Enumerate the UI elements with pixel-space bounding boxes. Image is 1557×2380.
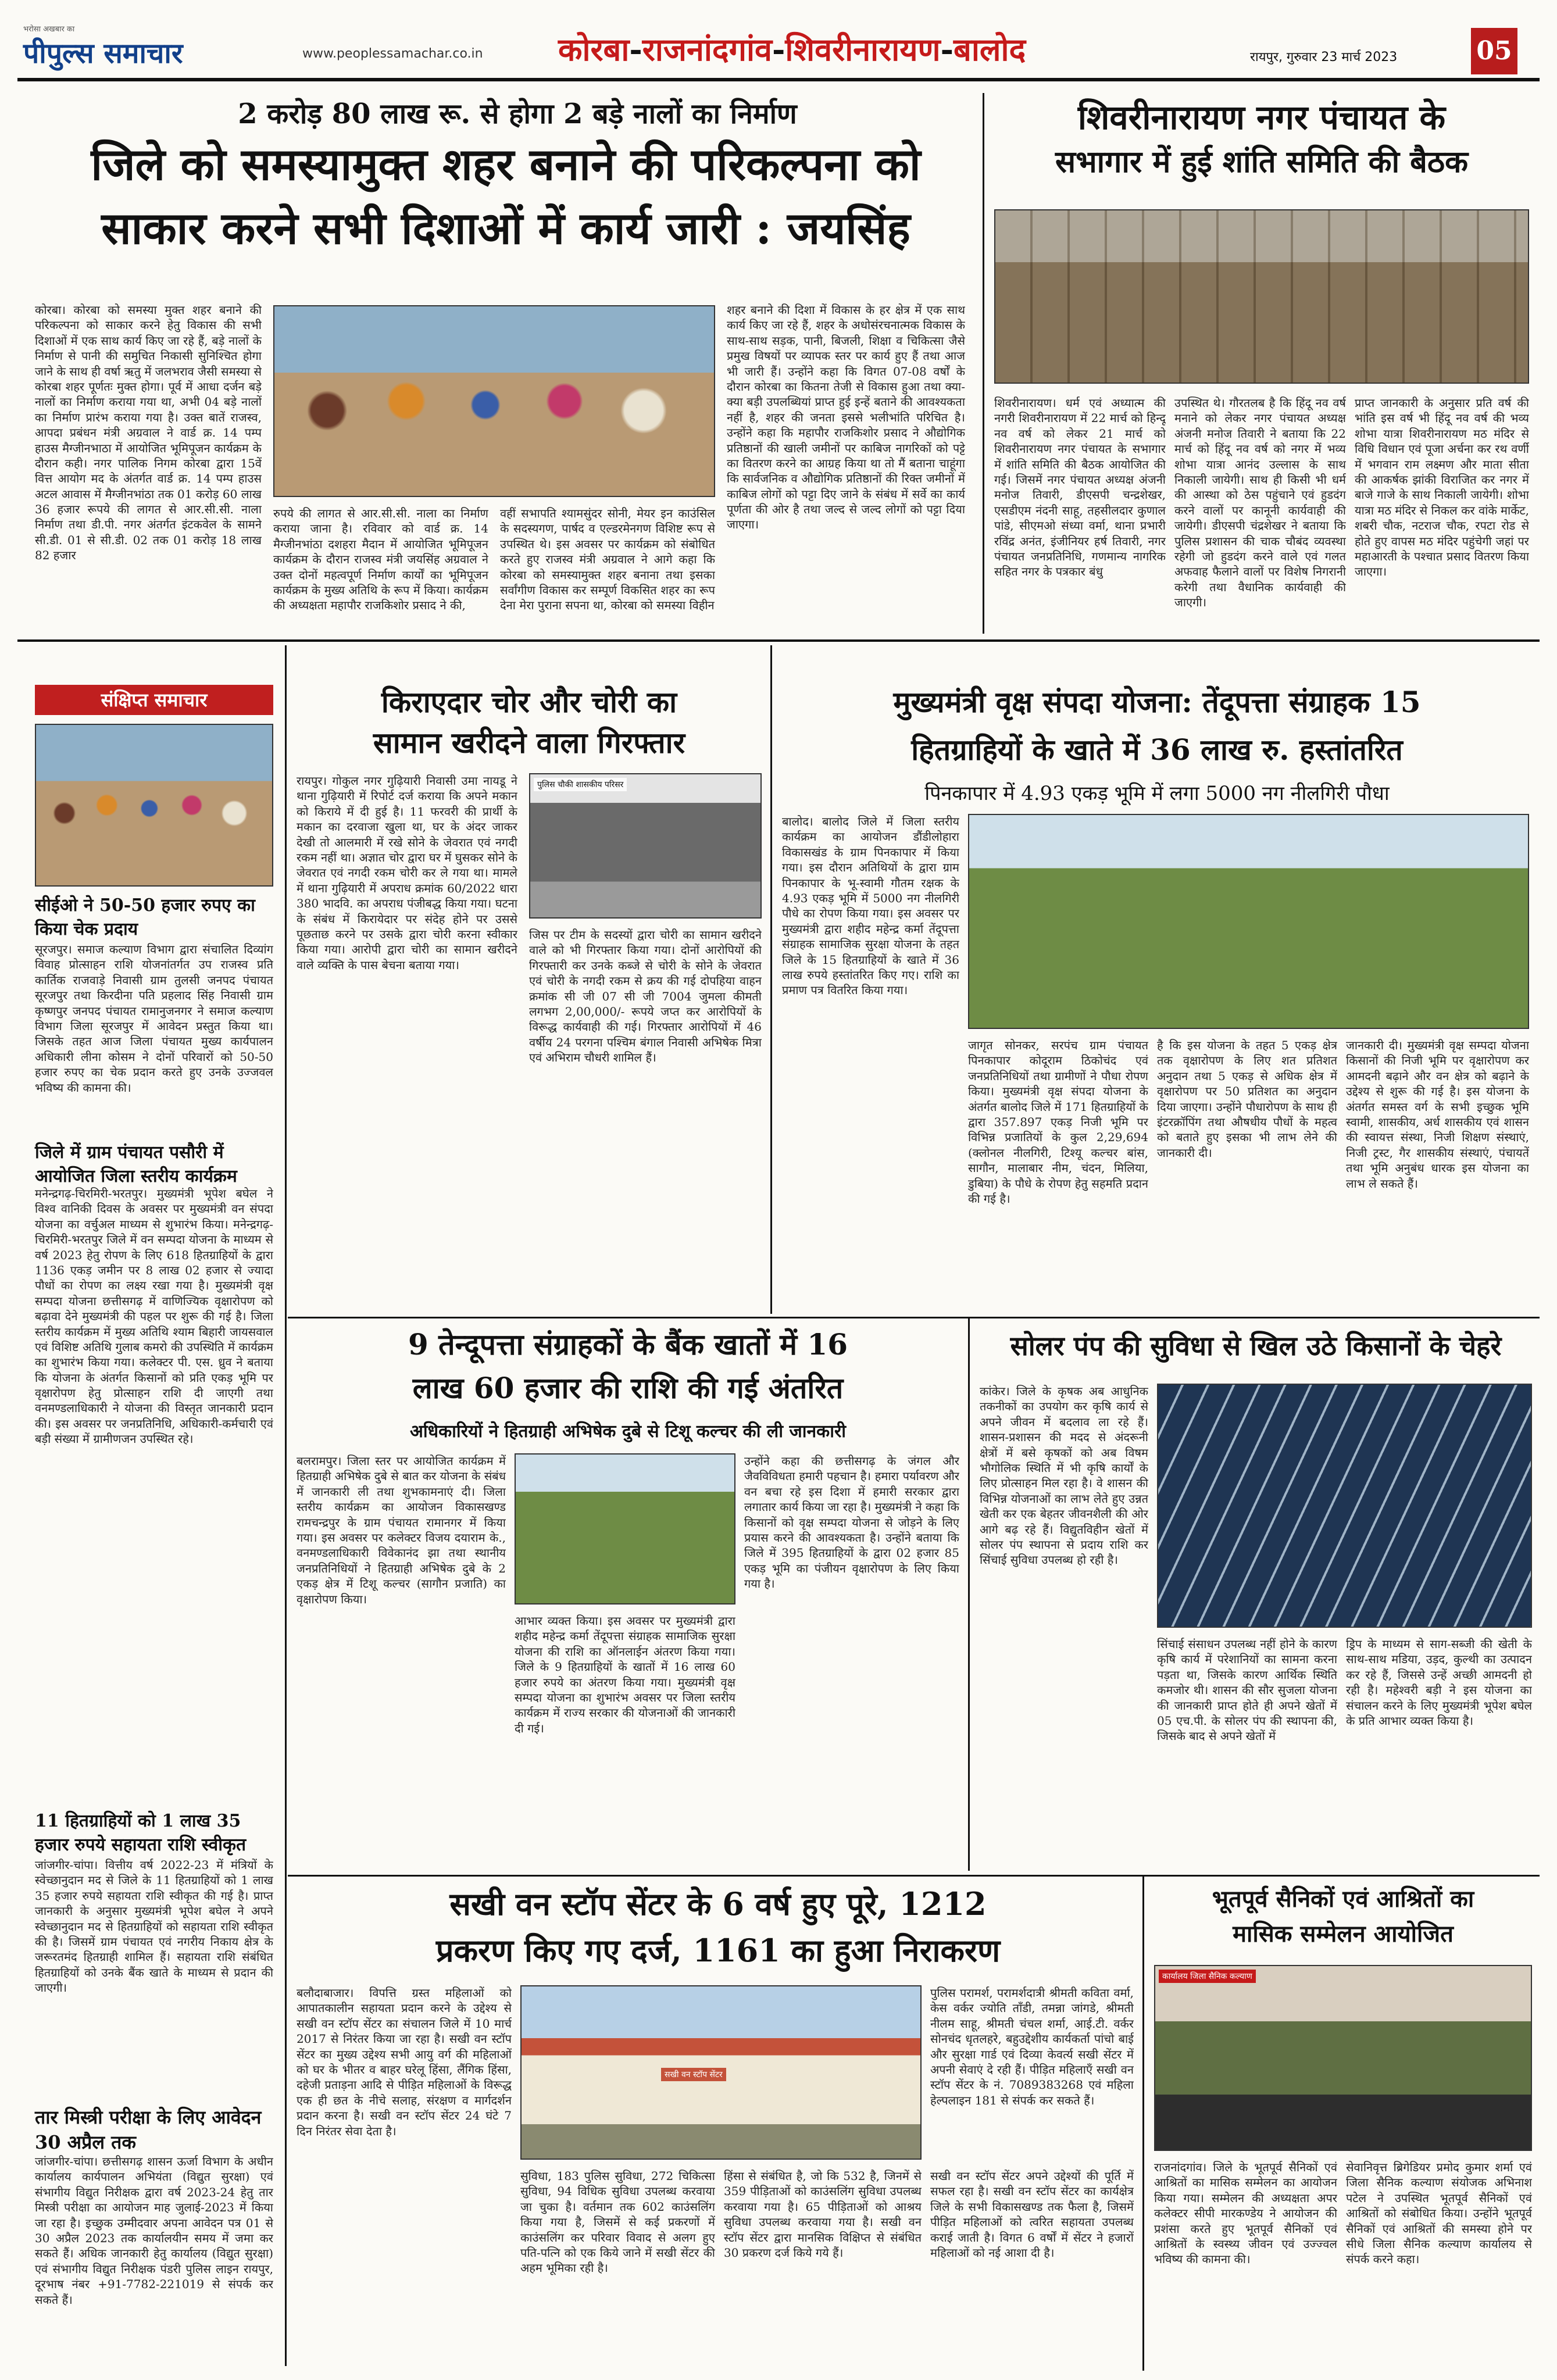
- edition-cities: कोरबा-राजनांदगांव-शिवरीनारायण-बालोद: [558, 31, 1026, 68]
- story4-col4: जानकारी दी। मुख्यमंत्री वृक्ष सम्पदा योजना किसानों की निजी भूमि पर वृक्षारोपण कर आमदनी बढ़ाने और वन क्षेत्र को बढ़ाने के उद्देश्य से शुरू की गई है। इस योजना के अंतर्गत समस्त वर्ग के सभी इच्छुक भूमि स्वामी, शासकीय, अर्ध शासकीय एवं शासन की स्वायत्त संस्था, निजी शिक्षण संस्थाएं, निजी ट्रस्ट, गैर शासकीय संस्थाएं, पंचायतें तथा भूमि अनुबंध धारक इस योजना का लाभ ले सकते हैं।: [1346, 1038, 1529, 1191]
- story4-photo: [968, 814, 1529, 1029]
- story2-col2: उपस्थित थे। गौरतलब है कि हिंदू नव वर्ष मनाने को लेकर नगर पंचायत अध्यक्ष अंजनी मनोज तिवारी ने बताया कि 22 मार्च को हिंदू नव वर्ष को नगर में भव्य शोभा यात्रा आनंद उल्लास के साथ निकाली जायेगी। साथ ही किसी भी धर्म की आस्था को ठेस पहुंचाने एवं हुडदंग करने वालों पर कानूनी कार्यवाही की जायेगी। डीएसपी चंद्रशेखर ने बताया कि पुलिस प्रशासन की चाक चौबंद व्यवस्था रहेगी जो हुडदंग करने वाले एवं गलत अफवाह फैलाने वालों पर विशेष निगरानी करेगी तथा वैधानिक कार्यवाही की जाएगी।: [1174, 396, 1346, 610]
- story5-subhead: अधिकारियों ने हितग्राही अभिषेक दुबे से टिशू कल्चर की ली जानकारी: [409, 1421, 847, 1442]
- story8-photo: [1154, 1965, 1532, 2151]
- story7-col2: सुविधा, 183 पुलिस सुविधा, 272 चिकित्सा सुविधा, 94 विधिक सुविधा उपलब्ध करवाया जा चुका है। वर्तमान तक 602 काउंसलिंग किया गया है, जिसमें से कई प्रकरणों में काउंसलिंग कर परिवार विवाद से अलग हुए पति-पत्नि को एक किये जाने में सखी सेंटर की अहम भूमिका रही है।: [520, 2169, 715, 2275]
- story3-photo-caption: पुलिस चौकी शासकीय परिसर: [534, 778, 627, 791]
- column-divider: [770, 645, 772, 1314]
- story1-photo: [273, 305, 715, 497]
- story4-col1: बालोद। बालोद जिले में जिला स्तरीय कार्यक्रम का आयोजन डौंडीलोहारा विकासखंड के ग्राम पिनकापार में किया गया। इस दौरान अतिथियों के द्वारा ग्राम पिनकापार के भू-स्वामी गौतम रक्षक के 4.93 एकड़ भूमि में 5000 नग नीलगिरी पौधे का रोपण किया गया। इस अवसर पर मुख्यमंत्री द्वारा शहीद महेन्द्र कर्मा तेंदूपत्ता संग्राहक सामाजिक सुरक्षा योजना के तहत जिले के 15 हितग्राहियों के खाते में 36 लाख रुपये हस्तांतरित किए गए। राशि का प्रमाण पत्र वितरित किया गया।: [782, 814, 959, 998]
- story7-photo-caption: सखी वन स्टॉप सेंटर: [661, 2068, 726, 2081]
- story1-col2: रुपये की लागत से आर.सी.सी. नाला का निर्माण कराया जाना है। रविवार को वार्ड क्र. 14 मैग्जीनभांठा दशहरा मैदान में आयोजित भूमिपूजन कार्यक्रम के दौरान राजस्व मंत्री जयसिंह अग्रवाल ने उक्त दोनों महत्वपूर्ण निर्माण कार्यों का भूमिपूजन कार्यक्रम के मुख्य अतिथि के रूप में किया। कार्यक्रम की अध्यक्षता महापौर राजकिशोर प्रसाद ने की,: [273, 506, 488, 613]
- story2-col3: प्राप्त जानकारी के अनुसार प्रति वर्ष की भांति इस वर्ष भी हिंदू नव वर्ष की भव्य शोभा यात्रा शिवरीनारायण मठ मंदिर से विधि विधान एवं पूजा अर्चना कर रथ वर्णी में भगवान राम लक्ष्मण और माता सीता की आकर्षक झांकी विराजित कर नगर में बाजे गाजे के साथ निकाली जायेगी। शोभा यात्रा मठ मंदिर से निकल कर वांके मार्केट, शबरी चौक, नटराज चौक, रपटा रोड से होते हुए वापस मठ मंदिर पहुंचेगी जहां पर महाआरती के पश्चात प्रसाद वितरण किया जाएगा।: [1355, 396, 1529, 579]
- city-shivrinarayan: शिवरीनारायण: [785, 31, 941, 68]
- story1-kicker: 2 करोड़ 80 लाख रू. से होगा 2 बड़े नालों का निर्माण: [238, 98, 797, 130]
- story1-headline-line1: जिले को समस्यामुक्त शहर बनाने की परिकल्पना को: [91, 138, 921, 190]
- brief-item2-body: मनेन्द्रगढ़-चिरमिरी-भरतपुर। मुख्यमंत्री भूपेश बघेल ने विश्व वानिकी दिवस के अवसर पर मुख्यमंत्री वन संपदा योजना का वर्चुअल माध्यम से शुभारंभ किया। मनेन्द्रगढ़-चिरमिरी-भरतपुर जिले में वन सम्पदा योजना के माध्यम से वर्ष 2023 हेतु रोपण के लिए 618 हितग्राहियों के द्वारा 1136 एकड़ जमीन पर 8 लाख 02 हजार से ज्यादा पौधों का रोपण का लक्ष्य रखा गया है। मुख्यमंत्री वृक्ष सम्पदा योजना छत्तीसगढ़ में वाणिज्यिक वृक्षारोपण को बढ़ावा देने मुख्यमंत्री की पहल पर शुरू की गई है। जिला स्तरीय कार्यक्रम में मुख्य अतिथि श्याम बिहारी जायसवाल एवं विशिष्ट अतिथि गुलाब कमरो की उपस्थिति में कार्यक्रम का शुभारंभ किया गया। कलेक्टर पी. एस. ध्रुव ने बताया कि योजना के अंतर्गत किसानों को प्रति एकड़ भूमि पर वृक्षारोपण हेतु प्रोत्साहन राशि दी जाएगी तथा वनमण्डलाधिकारी ने योजना की विस्तृत जानकारी प्रदान की। इस अवसर पर जनप्रतिनिधि, अधिकारी-कर्मचारी एवं बड़ी संख्या में ग्रामीणजन उपस्थित रहे।: [35, 1187, 273, 1446]
- story5-headline-line1: 9 तेन्दूपत्ता संग्राहकों के बैंक खातों में 16: [408, 1327, 848, 1361]
- story3-headline-line2: सामान खरीदने वाला गिरफ्तार: [373, 726, 685, 760]
- website-url: www.peoplessamachar.co.in: [302, 47, 483, 61]
- story2-headline-line1: शिवरीनारायण नगर पंचायत के: [1077, 98, 1446, 137]
- newspaper-logo: [23, 23, 183, 72]
- story1-headline-line2: साकार करने सभी दिशाओं में कार्य जारी : जयसिंह: [101, 202, 910, 254]
- story7-photo: [520, 1985, 922, 2160]
- logo-tagline: भरोसा अखबार का: [23, 25, 75, 34]
- story8-photo-caption: कार्यालय जिला सैनिक कल्याण: [1159, 1970, 1256, 1983]
- story7-col3: हिंसा से संबंधित है, जो कि 532 है, जिनमें से 359 पीड़िताओं को काउंसलिंग सुविधा उपलब्ध करवाया गया है। 65 पीड़िताओं को आश्रय सुविधा उपलब्ध करवाया गया है। सखी वन स्टॉप सेंटर द्वारा मानसिक विक्षिप्त से संबंधित 30 प्रकरण दर्ज किये गये हैं।: [724, 2169, 922, 2260]
- story6-headline: सोलर पंप की सुविधा से खिल उठे किसानों के चेहरे: [1010, 1330, 1502, 1361]
- story1-col1: कोरबा। कोरबा को समस्या मुक्त शहर बनाने की परिकल्पना को साकार करने हेतु विकास की सभी दिशाओं में एक साथ कार्य किए जा रहे हैं, बड़े नालों के निर्माण से पानी की समुचित निकासी सुनिश्चित होगा जाने के साथ ही वर्षा ऋतु में जलभराव जैसी समस्या से कोरबा शहर पूर्णतः मुक्त होगा। पूर्व में आधा दर्जन बड़े नालों का निर्माण कराया गया था, अभी 04 बड़े नालों का निर्माण प्रारंभ कराया गया है। उक्त बातें राजस्व, आपदा प्रबंधन मंत्री अग्रवाल ने वार्ड क्र. 14 पम्प हाउस मैग्जीनभाठा में आयोजित भूमिपूजन कार्यक्रम के दौरान कही। नगर पालिक निगम कोरबा द्वारा 15वें वित्त आयोग मद के अंतर्गत वार्ड क्र. 14 पम्प हाउस अटल आवास में मैग्जीनभांठा तक 01 करोड़ 60 लाख 36 हजार रूपये की लागत से आर.सी.सी. नाला निर्माण तथा डी.पी. नगर अंतर्गत इंटकवेल के सामने सी.डी. 01 से सी.डी. 02 तक 01 करोड़ 18 लाख 82 हजार: [35, 303, 262, 563]
- brief-photo: [35, 724, 273, 887]
- story7-headline-line1: सखी वन स्टॉप सेंटर के 6 वर्ष हुए पूरे, 1212: [449, 1885, 987, 1922]
- brief-item3-body: जांजगीर-चांपा। वित्तीय वर्ष 2022-23 में मंत्रियों के स्वेच्छानुदान मद से जिले के 11 हितग्राहियों को 1 लाख 35 हजार रुपये सहायता राशि स्वीकृत की गई है। प्राप्त जानकारी के अनुसार मुख्यमंत्री भूपेश बघेल ने अपने स्वेच्छानुदान मद से हितग्राहियों को सहायता राशि स्वीकृत की है। जिसमें ग्राम पंचायत एवं नगरीय निकाय क्षेत्र के जरूरतमंद हितग्राही शामिल हैं। सहायता राशि संबंधित हितग्राहियों को उनके बैंक खाते के माध्यम से प्रदान की जाएगी।: [35, 1858, 273, 1995]
- brief-item1-body: सूरजपुर। समाज कल्याण विभाग द्वारा संचालित दिव्यांग विवाह प्रोत्साहन राशि योजनांतर्गत उप राजस्व प्रति कार्तिक राजवाड़े निवासी ग्राम तुलसी जनपद पंचायत सूरजपुर तथा किरदीना पति प्रहलाद सिंह निवासी ग्राम कृष्णपुर जनपद पंचायत रामानुजनगर ने समाज कल्याण विभाग जिला सूरजपुर में आवेदन प्रस्तुत किया था। जिसके तहत आज जिला पंचायत मुख्य कार्यपालन अधिकारी लीना कोसम ने दोनों परिवारों को 50-50 हजार रुपए का चेक प्रदान करते हुए उनके उज्जवल भविष्य की कामना की।: [35, 942, 273, 1095]
- brief-item1-title: सीईओ ने 50-50 हजार रुपए का किया चेक प्रदाय: [35, 895, 255, 939]
- story3-headline-line1: किराएदार चोर और चोरी का: [381, 685, 677, 719]
- story5-headline-line2: लाख 60 हजार की राशि की गई अंतरित: [412, 1371, 844, 1405]
- story6-col1: कांकेर। जिले के कृषक अब आधुनिक तकनीकों का उपयोग कर कृषि कार्य से अपने जीवन में बदलाव ला रहे हैं। शासन-प्रशासन की मदद से अंदरूनी क्षेत्रों में बसे कृषकों को अब विषम भौगोलिक स्थिति में भी कृषि कार्यों के लिए प्रोत्साहन मिल रहा है। वे शासन की विभिन्न योजनाओं का लाभ लेते हुए उन्नत खेती कर एक बेहतर जीवनशैली की ओर आगे बढ़ रहे हैं। विद्युतविहीन खेतों में सोलर पंप स्थापना से प्रदाय राशि कर सिंचाई सुविधा उपलब्ध हो रही है।: [980, 1384, 1148, 1567]
- story2-col1: शिवरीनारायण। धर्म एवं अध्यात्म की नगरी शिवरीनारायण में 22 मार्च को हिन्दू नव वर्ष को लेकर 21 मार्च को शिवरीनारायण नगर पंचायत के सभागार में शांति समिति की बैठक आयोजित की गई। जिसमें नगर पंचायत अध्यक्ष अंजनी मनोज तिवारी, डीएसपी चन्द्रशेखर, एसडीएम नंदनी साहू, तहसीलदार कुणाल पांडे, सीएमओ संध्या वर्मा, थाना प्रभारी रविंद्र अनंत, इंजीनियर हर्ष तिवारी, नगर पंचायत जनप्रतिनिधि, गणमान्य नागरिक सहित नगर के पत्रकार बंधु: [994, 396, 1166, 579]
- column-divider: [285, 645, 287, 2366]
- page-number: 05: [1471, 28, 1517, 74]
- column-divider: [1142, 1877, 1144, 2371]
- story1-col4: शहर बनाने की दिशा में विकास के हर क्षेत्र में एक साथ कार्य किए जा रहे हैं, शहर के अधोसंरचनात्मक विकास के साथ-साथ सड़क, पानी, बिजली, शिक्षा व चिकित्सा जैसे प्रमुख विषयों पर व्यापक स्तर पर कार्य हुए हैं तथा आज भी जारी हैं। उन्होंने कहा कि विगत 07-08 वर्षों के दौरान कोरबा का कितना तेजी से विकास हुआ तथा क्या-क्या बड़ी उपलब्धियां प्राप्त हुई इन्हें बताने की आवश्यकता नहीं है, शहर की जनता इससे भलीभांति परिचित है। उन्होंने कहा कि महापौर राजकिशोर प्रसाद ने औद्योगिक प्रतिष्ठानों की खाली जमीनों पर काबिज नागरिकों को पट्टे का वितरण करने का आग्रह किया था तो मैं बताना चाहूंगा कि सार्वजनिक व औद्योगिक प्रतिष्ठानों की रिक्त जमीनों में काबिज लोगों को पट्टा दिए जाने के संबंध में सर्वे का कार्य पूर्णता की ओर है तथा जल्द से जल्द लोगों को पट्टा दिया जाएगा।: [727, 303, 965, 532]
- brief-item2-title: जिले में ग्राम पंचायत पसौरी में आयोजित जिला स्तरीय कार्यक्रम: [35, 1142, 237, 1187]
- story5-col1: बलरामपुर। जिला स्तर पर आयोजित कार्यक्रम में हितग्राही अभिषेक दुबे से बात कर योजना के संबंध में जानकारी ली तथा शुभकामनाएं दी। जिला स्तरीय कार्यक्रम का आयोजन विकासखण्ड रामचन्द्रपुर के ग्राम पंचायत रामानगर में किया गया। इस अवसर पर कलेक्टर विजय दयाराम के., वनमण्डलाधिकारी विवेकानंद झा तथा स्थानीय जनप्रतिनिधियों ने हितग्राही अभिषेक दुबे के 2 एकड़ क्षेत्र में टिशू कल्चर (सागौन प्रजाति) का वृक्षारोपण किया।: [297, 1454, 506, 1606]
- story8-col1: राजनांदगांव। जिले के भूतपूर्व सैनिकों एवं आश्रितों का मासिक सम्मेलन का आयोजन किया गया। सम्मेलन की अध्यक्षता अपर कलेक्टर सीपी मारकण्डेय ने आयोजन की प्रशंसा करते हुए भूतपूर्व सैनिकों एवं आश्रितों के स्वस्थ्य जीवन एवं उज्ज्वल भविष्य की कामना की।: [1154, 2160, 1337, 2267]
- story8-headline-line1: भूतपूर्व सैनिकों एवं आश्रितों का: [1212, 1885, 1474, 1913]
- story4-col2: जागृत सोनकर, सरपंच ग्राम पंचायत पिनकापार कोदूराम ठिकोचंद एवं जनप्रतिनिधियों तथा ग्रामीणों ने पौधा रोपण किया। मुख्यमंत्री वृक्ष संपदा योजना के अंतर्गत बालोद जिले में 171 हितग्राहियों के द्वारा 357.897 एकड़ निजी भूमि पर विभिन्न प्रजातियों के कुल 2,29,694 (क्लोनल नीलगिरी, टिश्यू कल्चर बांस, सागौन, मालाबार नीम, चंदन, मिलिया, डुबिया) के पौधे के रोपण हेतु सहमति प्रदान की गई है।: [968, 1038, 1148, 1206]
- story8-col2: सेवानिवृत्त ब्रिगेडियर प्रमोद कुमार शर्मा एवं जिला सैनिक कल्याण संयोजक अभिनाश पटेल ने उपस्थित भूतपूर्व सैनिकों एवं आश्रितों को संबोधित किया। उन्होंने भूतपूर्व सैनिकों एवं आश्रितों की समस्या होने पर सीधे जिला सैनिक कल्याण कार्यालय से संपर्क करने कहा।: [1346, 2160, 1532, 2267]
- story4-col3: है कि इस योजना के तहत 5 एकड़ क्षेत्र तक वृक्षारोपण के लिए शत प्रतिशत अनुदान तथा 5 एकड़ से अधिक क्षेत्र में वृक्षारोपण पर 50 प्रतिशत का अनुदान दिया जाएगा। उन्होंने पौधारोपण के साथ ही इंटरक्रॉपिंग तथा औषधीय पौधों के महत्व को बताते हुए इसका भी लाभ लेने की जानकारी दी।: [1157, 1038, 1337, 1160]
- story7-col1: बलौदाबाजार। विपत्ति ग्रस्त महिलाओं को आपातकालीन सहायता प्रदान करने के उद्देश्य से सखी वन स्टॉप सेंटर का संचालन जिले में 10 मार्च 2017 से निरंतर किया जा रहा है। सखी वन स्टॉप सेंटर का मुख्य उद्देश्य सभी आयु वर्ग की महिलाओं को घर के भीतर व बाहर घरेलू हिंसा, लैंगिक हिंसा, दहेजी प्रताड़ना आदि से पीड़ित महिलाओं के विरूद्ध एक ही छत के नीचे सलाह, संरक्षण व मार्गदर्शन प्रदान करना है। सखी वन स्टॉप सेंटर 24 घंटे 7 दिन निरंतर सेवा देता है।: [297, 1986, 512, 2138]
- story6-photo: [1157, 1384, 1532, 1628]
- story5-photo: [515, 1453, 735, 1604]
- story7-col4: पुलिस परामर्श, परामर्शदात्री श्रीमती कविता वर्मा, केस वर्कर ज्योति ताँडी, तमन्ना जांगडे, श्रीमती नीलम साहू, श्रीमती चंचल शर्मा, आई.टी. वर्कर सोनचंद धृतलहरे, बहुउद्देशीय कार्यकर्ता पांचो बाई और सुरक्षा गार्ड एवं दिव्या केवर्त्य सखी सेंटर में अपनी सेवाएं दे रही हैं। पीड़ित महिलाएँ सखी वन स्टॉप सेंटर के नं. 7089383268 एवं महिला हेल्पलाइन 181 से संपर्क कर सकते हैं।: [930, 1986, 1134, 2107]
- story1-col3: वहीं सभापति श्यामसुंदर सोनी, मेयर इन काउंसिल के सदस्यगण, पार्षद व एल्डरमेनगण विशिष्ट रूप से उपस्थित थे। इस अवसर पर कार्यक्रम को संबोधित करते हुए राजस्व मंत्री अग्रवाल ने आगे कहा कि कोरबा को समस्यामुक्त शहर बनाना तथा इसका सर्वांगीण विकास कर सम्पूर्ण विकसित शहर का रूप देना मेरा पुराना सपना था, कोरबा को समस्या विहीन: [500, 506, 715, 613]
- story2-photo: [994, 209, 1529, 384]
- city-rajnandgaon: राजनांदगांव: [642, 31, 772, 68]
- brief-item4-title: तार मिस्त्री परीक्षा के लिए आवेदन 30 अप्रैल तक: [35, 2106, 262, 2153]
- logo-text: पीपुल्स समाचार: [23, 37, 183, 70]
- city-balod: बालोद: [954, 31, 1026, 68]
- story7-col5: सखी वन स्टॉप सेंटर अपने उद्देश्यों की पूर्ति में सफल रहा है। सखी वन स्टॉप सेंटर का कार्यक्षेत्र जिले के सभी विकासखण्ड तक फैला है, जिसमें पीड़ित महिलाओं को त्वरित सहायता उपलब्ध कराई जाती है। विगत 6 वर्षों में सेंटर ने हजारों महिलाओं को नई आशा दी है।: [930, 2169, 1134, 2260]
- section-divider: [288, 1317, 1540, 1318]
- story6-col3: ड्रिप के माध्यम से साग-सब्जी की खेती के साथ-साथ मडिया, उड़द, कुल्थी का उत्पादन कर रहे हैं, जिससे उन्हें अच्छी आमदनी हो रही है। महेश्वरी बड़ी ने इस योजना का संचालन करने के लिए मुख्यमंत्री भूपेश बघेल के प्रति आभार व्यक्त किया है।: [1346, 1637, 1532, 1728]
- story5-col2: आभार व्यक्त किया। इस अवसर पर मुख्यमंत्री द्वारा शहीद महेन्द्र कर्मा तेंदूपत्ता संग्राहक सामाजिक सुरक्षा योजना की राशि का ऑनलाईन अंतरण किया गया। जिले के 9 हितग्राहियों के खातों में 16 लाख 60 हजार रुपये का अंतरण किया गया। मुख्यमंत्री वृक्ष सम्पदा योजना का शुभारंभ अवसर पर जिला स्तरीय कार्यक्रम में राज्य सरकार की योजनाओं की जानकारी दी गई।: [515, 1614, 735, 1735]
- section-divider: [288, 1875, 1540, 1877]
- column-divider: [983, 93, 984, 634]
- story3-col1: रायपुर। गोकुल नगर गुढ़ियारी निवासी उमा नायडू ने थाना गुढ़ियारी में रिपोर्ट दर्ज कराया कि अपने मकान को किराये में दी हुई है। 11 फरवरी की प्रार्थी के मकान का दरवाजा खुला था, घर के अंदर जाकर देखी तो आलमारी में रखे सोने के जेवरात एवं नगदी रकम नहीं था। अज्ञात चोर द्वारा घर में घुसकर सोने के जेवरात एवं नगदी रकम चोरी कर ले गया था। मामले में थाना गुढ़ियारी में अपराध क्रमांक 60/2022 धारा 380 भादवि. का अपराध पंजीबद्ध किया गया। घटना के संबंध में किरायेदार पर संदेह होने पर उससे पूछताछ करने पर उसके द्वारा चोरी करना स्वीकार किया गया। आरोपी द्वारा चोरी का सामान खरीदने वाले व्यक्ति के पास बेचना बताया गया।: [297, 774, 517, 972]
- story4-subhead: पिनकापार में 4.93 एकड़ भूमि में लगा 5000 नग नीलगिरी पौधा: [924, 782, 1390, 805]
- brief-news-badge: संक्षिप्त समाचार: [35, 685, 273, 715]
- story4-headline-line1: मुख्यमंत्री वृक्ष संपदा योजना: तेंदूपत्ता संग्राहक 15: [893, 685, 1421, 719]
- story3-col2: जिस पर टीम के सदस्यों द्वारा चोरी का सामान खरीदने वाले को भी गिरफ्तार किया गया। दोनों आरोपियों की गिरफ्तारी कर उनके कब्जे से चोरी के सोने के जेवरात एवं चोरी के नगदी रकम से क्रय की गई दोपहिया वाहन क्रमांक सी जी 07 सी जी 7004 जुमला कीमती लगभग 2,00,000/- रूपये जप्त कर आरोपियों के विरूद्ध कार्यवाही की गई। गिरफ्तार आरोपियों में 46 वर्षीय 24 परगना पश्चिम बंगाल निवासी अभिषेक मित्रा एवं अभिराम चौधरी शामिल हैं।: [529, 928, 762, 1065]
- story6-col2: सिंचाई संसाधन उपलब्ध नहीं होने के कारण कृषि कार्य में परेशानियों का सामना करना पड़ता था, जिसके कारण आर्थिक स्थिति कमजोर थी। शासन की सौर सुजला योजना की जानकारी प्राप्त होते ही अपने खेतों में 05 एच.पी. के सोलर पंप की स्थापना की, जिसके बाद से अपने खेतों में: [1157, 1637, 1337, 1743]
- section-divider: [17, 639, 1540, 642]
- story3-photo: [529, 773, 762, 919]
- story4-headline-line2: हितग्राहियों के खाते में 36 लाख रु. हस्तांतरित: [911, 732, 1403, 767]
- dateline: रायपुर, गुरुवार 23 मार्च 2023: [1250, 50, 1398, 65]
- story8-headline-line2: मासिक सम्मेलन आयोजित: [1233, 1920, 1454, 1947]
- column-divider: [968, 1318, 970, 1871]
- story7-headline-line2: प्रकरण किए गए दर्ज, 1161 का हुआ निराकरण: [435, 1932, 1001, 1969]
- story2-headline-line2: सभागार में हुई शांति समिति की बैठक: [1055, 144, 1469, 180]
- city-korba: कोरबा: [558, 31, 630, 68]
- story5-col3: उन्होंने कहा की छत्तीसगढ़ के जंगल और जैवविविधता हमारी पहचान है। हमारा पर्यावरण और वन बचा रहे इस दिशा में हमारी सरकार द्वारा लगातार कार्य किया जा रहा है। मुख्यमंत्री ने कहा कि किसानों को वृक्ष सम्पदा योजना से जोड़ने के लिए प्रयास करने की आवश्यकता है। उन्होंने बताया कि जिले में 395 हितग्राहियों के द्वारा 02 हजार 85 एकड़ भूमि का पंजीयन वृक्षारोपण के लिए किया गया है।: [744, 1454, 959, 1591]
- brief-item3-title: 11 हितग्राहियों को 1 लाख 35 हजार रुपये सहायता राशि स्वीकृत: [35, 1811, 247, 1855]
- brief-item4-body: जांजगीर-चांपा। छत्तीसगढ़ शासन ऊर्जा विभाग के अधीन कार्यालय कार्यपालन अभियंता (विद्युत सुरक्षा) एवं संभागीय विद्युत निरीक्षक द्वारा वर्ष 2023-24 हेतु तार मिस्त्री परीक्षा का आयोजन माह जुलाई-2023 में किया जा रहा है। इच्छुक उम्मीदवार अपना आवेदन पत्र 01 से 30 अप्रैल 2023 तक कार्यालयीन समय में जमा कर सकते हैं। अधिक जानकारी हेतु कार्यालय (विद्युत सुरक्षा) एवं संभागीय विद्युत निरीक्षक पंडरी पुलिस लाइन रायपुर, दूरभाष नंबर +91-7782-221019 से संपर्क कर सकते हैं।: [35, 2154, 273, 2307]
